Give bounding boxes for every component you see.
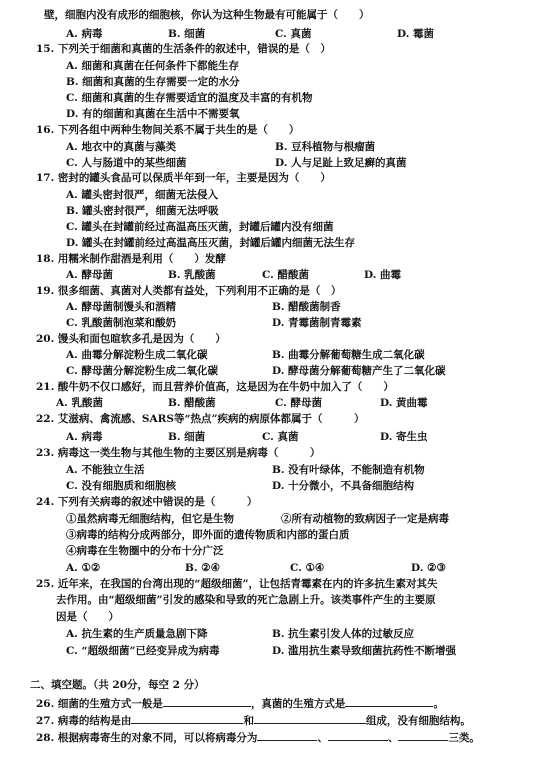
q27-line — [36, 712, 471, 729]
q24-option-a: A. ①② — [66, 562, 101, 574]
q18-option-c: C. 醋酸菌 — [262, 269, 309, 281]
q23-option-a: A. 不能独立生活 — [66, 464, 145, 476]
q25-stem-line-2: 去作用。由“超级细菌”引发的感染和导致的死亡急剧上升。该类事件产生的主要原 — [56, 594, 436, 606]
q15-option-d: D. 有的细菌和真菌在生活中不需要氧 — [66, 108, 240, 120]
q16-option-d: D. 人与足趾上致足癣的真菌 — [275, 157, 407, 169]
q16-stem: 16. 下列各组中两种生物间关系不属于共生的是（ ） — [36, 124, 300, 136]
q23-option-b: B. 没有叶绿体，不能制造有机物 — [272, 464, 425, 476]
q27-blank-1[interactable] — [131, 712, 243, 724]
q15-option-b: B. 细菌和真菌的生存需要一定的水分 — [66, 76, 240, 88]
q25-option-d: D. 滥用抗生素导致细菌抗药性不断增强 — [272, 645, 457, 657]
q14-option-d: D. 霉菌 — [397, 28, 435, 40]
q25-option-a: A. 抗生素的生产质量急剧下降 — [66, 628, 208, 640]
q26-text-3: 。 — [433, 698, 444, 710]
q25-stem-line-1: 25. 近年来，在我国的台湾出现的“超级细菌”，让包括青霉素在内的许多抗生素对其失 — [36, 578, 438, 590]
q21-stem: 21. 酸牛奶不仅口感好，而且营养价值高，这是因为在牛奶中加入了（ ） — [36, 381, 394, 393]
q22-option-c: C. 真菌 — [262, 431, 299, 443]
q24-option-b: B. ②④ — [185, 562, 221, 574]
q19-option-c: C. 乳酸菌制泡菜和酸奶 — [66, 317, 176, 329]
q16-option-b: B. 豆科植物与根瘤菌 — [275, 141, 376, 153]
q16-option-c: C. 人与肠道中的某些细菌 — [66, 157, 187, 169]
q24-statement-2: ②所有动植物的致病因子一定是病毒 — [281, 513, 449, 525]
q14-option-b: B. 细菌 — [168, 28, 206, 40]
q23-option-d: D. 十分微小，不具备细胞结构 — [272, 480, 415, 492]
q26-text-2: ，真菌的生殖方式是 — [250, 698, 346, 710]
q24-option-c: C. ①④ — [290, 562, 325, 574]
q27-text-2: 和 — [243, 715, 254, 727]
q19-stem: 19. 很多细菌、真菌对人类都有益处，下列利用不正确的是（ ） — [36, 285, 342, 297]
q28-blank-2[interactable] — [328, 729, 388, 741]
q28-blank-3[interactable] — [398, 729, 448, 741]
q28-sep-1: 、 — [317, 732, 328, 744]
q21-option-b: B. 醋酸菌 — [168, 397, 216, 409]
q25-option-c: C. “超级细菌”已经变异成为病毒 — [66, 645, 220, 657]
q15-stem: 15. 下列关于细菌和真菌的生活条件的叙述中，错误的是（ ） — [36, 43, 331, 55]
q23-option-c: C. 没有细胞质和细胞核 — [66, 480, 176, 492]
q18-option-d: D. 曲霉 — [364, 269, 402, 281]
q28-blank-1[interactable] — [257, 729, 317, 741]
q24-statement-4: ④病毒在生物圈中的分布十分广泛 — [66, 545, 224, 557]
q18-option-a: A. 酵母菌 — [66, 269, 113, 281]
q28-text-1: 28. 根据病毒寄生的对象不同，可以将病毒分为 — [36, 732, 258, 744]
q21-option-c: C. 酵母菌 — [275, 397, 322, 409]
q26-text-1: 26. 细菌的生殖方式一般是 — [36, 698, 163, 710]
q22-option-a: A. 病毒 — [66, 431, 103, 443]
q20-stem: 20. 馒头和面包暄软多孔是因为（ ） — [36, 333, 226, 345]
q18-stem: 18. 用糯米制作甜酒是利用（ ）发酵 — [36, 253, 226, 265]
q28-line — [36, 729, 480, 746]
q25-option-b: B. 抗生素引发人体的过敏反应 — [272, 628, 415, 640]
q17-option-a: A. 罐头密封很严，细菌无法侵入 — [66, 189, 218, 201]
q20-option-b: B. 曲霉分解葡萄糖生成二氧化碳 — [272, 349, 425, 361]
q19-option-b: B. 醋酸菌制香 — [272, 301, 341, 313]
q15-option-c: C. 细菌和真菌的生存需要适宜的温度及丰富的有机物 — [66, 92, 313, 104]
q27-text-1: 27. 病毒的结构是由 — [36, 715, 132, 727]
q25-stem-line-3: 因是（ ） — [56, 611, 119, 623]
q24-stem: 24. 下列有关病毒的叙述中错误的是（ ） — [36, 496, 258, 508]
q14-stem-tail: 壁，细胞内没有成形的细胞核，你认为这种生物最有可能属于（ ） — [44, 9, 370, 21]
q18-option-b: B. 乳酸菌 — [168, 269, 216, 281]
q16-option-a: A. 地衣中的真菌与藻类 — [66, 141, 176, 153]
q20-option-c: C. 酵母菌分解淀粉生成二氧化碳 — [66, 365, 218, 377]
q19-option-d: D. 青霉菌制青霉素 — [272, 317, 362, 329]
q24-statement-3: ③病毒的结构分成两部分，即外面的遗传物质和内部的蛋白质 — [66, 529, 350, 541]
q21-option-a: A. 乳酸菌 — [56, 397, 103, 409]
q24-option-d: D. ②③ — [411, 562, 446, 574]
q26-blank-2[interactable] — [345, 695, 433, 707]
q27-blank-2[interactable] — [254, 712, 366, 724]
q20-option-a: A. 曲霉分解淀粉生成二氧化碳 — [66, 349, 208, 361]
q27-text-3: 组成，没有细胞结构。 — [365, 715, 471, 727]
q20-option-d: D. 酵母菌分解葡萄糖产生了二氧化碳 — [272, 365, 446, 377]
q22-option-d: D. 寄生虫 — [380, 431, 428, 443]
q21-option-d: D. 黄曲霉 — [380, 397, 428, 409]
q26-blank-1[interactable] — [163, 695, 251, 707]
q22-stem: 22. 艾滋病、禽流感、SARS等“热点”疾病的病原体都属于（ ） — [36, 413, 365, 425]
section-fill-in-title: 二、填空题。（共 20分，每空 2 分） — [30, 679, 205, 691]
q28-text-3: 三类。 — [448, 732, 480, 744]
q24-statement-1: ①虽然病毒无细胞结构，但它是生物 — [66, 513, 234, 525]
q19-option-a: A. 酵母菌制馒头和酒精 — [66, 301, 176, 313]
q23-stem: 23. 病毒这一类生物与其他生物的主要区别是病毒（ ） — [36, 447, 321, 459]
q17-stem: 17. 密封的罐头食品可以保质半年到一年，主要是因为（ ） — [36, 172, 331, 184]
q15-option-a: A. 细菌和真菌在任何条件下都能生存 — [66, 60, 239, 72]
q17-option-c: C. 罐头在封罐前经过高温高压灭菌，封罐后罐内没有细菌 — [66, 221, 334, 233]
q28-sep-2: 、 — [387, 732, 399, 744]
q26-line — [36, 695, 444, 712]
q17-option-d: D. 罐头在封罐前经过高温高压灭菌，封罐后罐内细菌无法生存 — [66, 237, 356, 249]
q14-option-c: C. 真菌 — [275, 28, 312, 40]
q17-option-b: B. 罐头密封很严，细菌无法呼吸 — [66, 205, 219, 217]
q14-option-a: A. 病毒 — [66, 28, 103, 40]
q22-option-b: B. 细菌 — [168, 431, 206, 443]
